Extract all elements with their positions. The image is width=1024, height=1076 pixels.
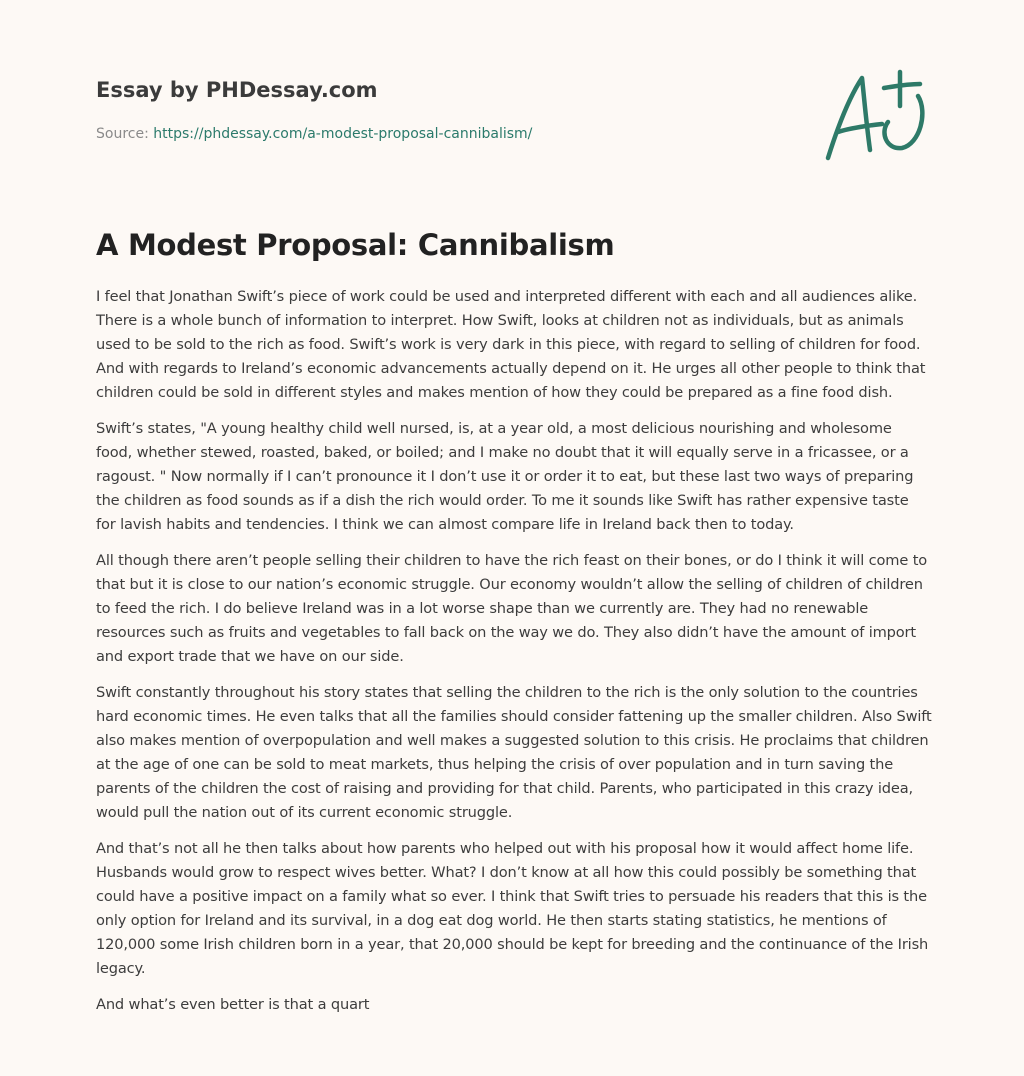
source-line [96, 124, 696, 144]
essay-body [96, 285, 932, 1029]
essay-paragraph: And that’s not all he then talks about how parents who helped out with his proposal how it would affect home life. Husbands would grow to respect wives better. What? I don’t know at all how this could possibly be something that could have a positive impact on a family what so ever. I think that Swift tries to persuade his readers that this is the only option for Ireland and its survival, in a dog eat dog world. He then starts stating statistics, he mentions of 120,000 some Irish children born in a year, that 20,000 should be kept for breeding and the continuance of the Irish legacy. [96, 840, 929, 977]
essay-title: A Modest Proposal: Cannibalism [96, 228, 615, 262]
essay-paragraph: All though there aren’t people selling their children to have the rich feast on their bones, or do I think it will come to that but it is close to our nation’s economic struggle. Our economy wouldn’t allow the selling of children of children to feed the rich. I do believe Ireland was in a lot worse shape than we currently are. They had no renewable resources such as fruits and vegetables to fall back on the way we do. They also didn’t have the amount of import and export trade that we have on our side. [96, 552, 928, 665]
a-plus-logo-icon [820, 66, 932, 166]
essay-paragraph: Swift constantly throughout his story states that selling the children to the rich is the only solution to the countries hard economic times. He even talks that all the families should consider fattening up the smaller children. Also Swift also makes mention of overpopulation and well makes a suggested solution to this crisis. He proclaims that children at the age of one can be sold to meat markets, thus helping the crisis of over population and in turn saving the parents of the children the cost of raising and providing for that child. Parents, who participated in this crazy idea, would pull the nation out of its current economic struggle. [96, 684, 932, 821]
site-title: Essay by PHDessay.com [96, 78, 378, 102]
essay-paragraph: And what’s even better is that a quart [96, 996, 370, 1013]
essay-paragraph: Swift’s states, "A young healthy child well nursed, is, at a year old, a most delicious nourishing and wholesome food, whether stewed, roasted, baked, or boiled; and I make no doubt that it will equally serve in a fricassee, or a ragoust. " Now normally if I can’t pronounce it I don’t use it or order it to eat, but these last two ways of preparing the children as food sounds as if a dish the rich would order. To me it sounds like Swift has rather expensive taste for lavish habits and tendencies. I think we can almost compare life in Ireland back then to today. [96, 420, 914, 533]
source-label: Source: [96, 126, 154, 142]
source-link[interactable]: https://phdessay.com/a-modest-proposal-cannibalism/ [153, 126, 533, 142]
a-plus-grade-logo [820, 66, 932, 166]
page-header [96, 76, 696, 144]
essay-paragraph: I feel that Jonathan Swift’s piece of work could be used and interpreted different with each and all audiences alike. There is a whole bunch of information to interpret. How Swift, looks at children not as individuals, but as animals used to be sold to the rich as food. Swift’s work is very dark in this piece, with regard to selling of children for food. And with regards to Ireland’s economic advancements actually depend on it. He urges all other people to think that children could be sold in different styles and makes mention of how they could be prepared as a fine food dish. [96, 288, 926, 401]
